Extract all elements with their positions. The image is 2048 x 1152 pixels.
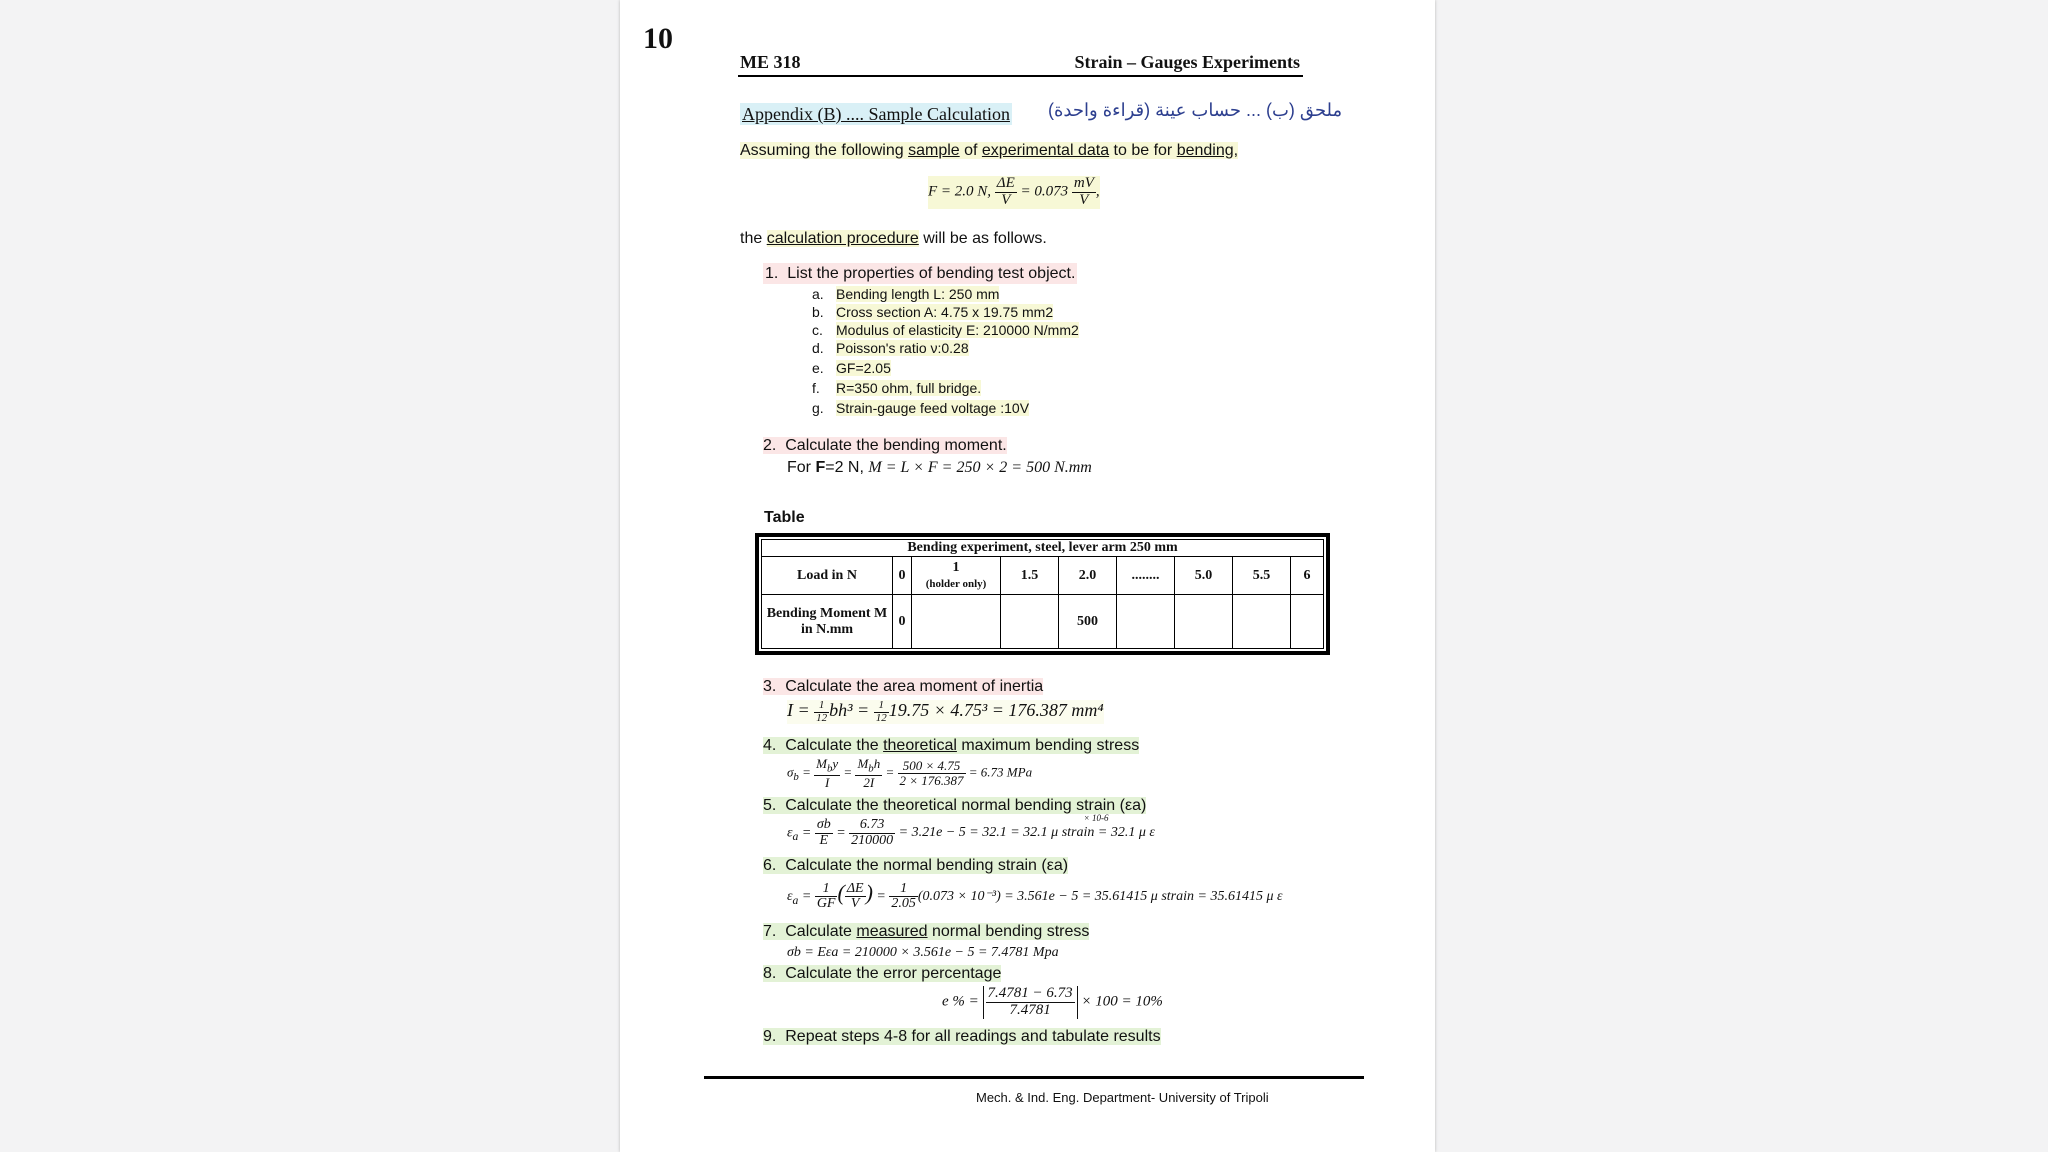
step-1: 1. List the properties of bending test object.: [765, 265, 1076, 282]
footer-text: Mech. & Ind. Eng. Department- University of Tripoli: [976, 1090, 1269, 1105]
table-cell: [1233, 595, 1291, 649]
property-item: b. Cross section A: 4.75 x 19.75 mm2: [812, 304, 1054, 320]
table-cell: [1291, 595, 1324, 649]
table-cell: 1.5: [1001, 557, 1059, 595]
table-cell: [1175, 595, 1233, 649]
given-data-equation: F = 2.0 N, $\frac{\Delta E}{V}$ = 0.073 $\frac{mV}{V}$ ,: [928, 175, 1100, 208]
table-caption: Table: [764, 509, 805, 526]
property-item: e. GF=2.05: [812, 360, 891, 376]
table-cell: 0: [893, 595, 912, 649]
step-5: 5. Calculate the theoretical normal bending strain (εa): [763, 797, 1147, 814]
header-rule: [738, 75, 1303, 77]
intro-paragraph: Assuming the following sample of experimental data to be for bending,: [740, 142, 1239, 159]
table-cell: 500: [1059, 595, 1117, 649]
table-cell: 5.0: [1175, 557, 1233, 595]
header-course: ME 318: [740, 52, 801, 72]
step-2-equation: For F=2 N, M = L × F = 250 × 2 = 500 N.mm: [787, 459, 1092, 476]
property-item: a. Bending length L: 250 mm: [812, 286, 1000, 302]
property-item: d. Poisson's ratio ν:0.28: [812, 340, 969, 356]
page-number: 10: [643, 22, 673, 55]
step-2: 2. Calculate the bending moment.: [763, 437, 1007, 454]
table-cell: 2.0: [1059, 557, 1117, 595]
property-item: c. Modulus of elasticity E: 210000 N/mm2: [812, 322, 1079, 338]
table-cell: [912, 595, 1001, 649]
table-cell: 5.5: [1233, 557, 1291, 595]
table-title: Bending experiment, steel, lever arm 250 mm: [762, 540, 1324, 557]
bending-table: [761, 539, 1324, 649]
appendix-arabic-title: ملحق (ب) ... حساب عينة (قراءة واحدة): [1048, 100, 1343, 120]
table-cell: [1117, 595, 1175, 649]
step-8-equation: e % = $\frac{7.4781 - 6.73}{7.4781}$ × 100 = 10%: [942, 985, 1163, 1018]
step-4-equation: $\sigma_b$ = $\frac{M_by}{I}$ = $\frac{M_bh}{2I}$ = $\frac{500 \times 4.75}{2 \times 176.387}$ = 6.73 MPa: [787, 756, 1033, 790]
table-cell: 0: [893, 557, 912, 595]
step-1-properties: [812, 286, 1079, 420]
step-7-equation: σb = Eεa = 210000 × 3.561e − 5 = 7.4781 Mpa: [787, 945, 1059, 960]
document-page: [620, 0, 1435, 1152]
step-6: 6. Calculate the normal bending strain (εa): [763, 857, 1069, 874]
step-9: 9. Repeat steps 4-8 for all readings and tabulate results: [763, 1028, 1161, 1045]
footer-rule: [704, 1076, 1364, 1079]
appendix-title: Appendix (B) .... Sample Calculation: [742, 104, 1010, 124]
property-item: g. Strain-gauge feed voltage :10V: [812, 400, 1030, 416]
procedure-paragraph: the calculation procedure will be as follows.: [740, 230, 1047, 247]
table-cell: [1001, 595, 1059, 649]
table-cell: ........: [1117, 557, 1175, 595]
step-4: 4. Calculate the theoretical maximum bending stress: [763, 737, 1140, 754]
table-cell: 1 (holder only): [912, 557, 1001, 595]
table-cell: 6: [1291, 557, 1324, 595]
step-5-equation: $\varepsilon_a$ = $\frac{\sigma b}{E}$ = $\frac{6.73}{210000}$ × 10-6 = 3.21e − 5 = 32.1 = 32.1 μ strain = 32.1 μ ε: [787, 813, 1155, 848]
row-label-moment: Bending Moment M in N.mm: [762, 595, 893, 649]
header-title: Strain – Gauges Experiments: [1074, 52, 1300, 72]
step-3-equation: I = $\frac{1}{12}$ bh³ = $\frac{1}{12}$ 19.75 × 4.75³ = 176.387 mm⁴: [787, 699, 1104, 724]
step-6-equation: $\varepsilon_a$ = $\frac{1}{GF}$ ( $\frac{\Delta E}{V}$ ) = $\frac{1}{2.05}$ (0.073 × 10⁻³) = 3.561e − 5 = 35.61415 μ strain = 35.61415 μ ε: [787, 880, 1283, 912]
step-3: 3. Calculate the area moment of inertia: [763, 678, 1044, 695]
row-label-load: Load in N: [762, 557, 893, 595]
step-7: 7. Calculate measured normal bending stress: [763, 923, 1090, 940]
step-8: 8. Calculate the error percentage: [763, 965, 1002, 982]
property-item: f. R=350 ohm, full bridge.: [812, 380, 982, 396]
bending-table-frame: [755, 533, 1330, 655]
